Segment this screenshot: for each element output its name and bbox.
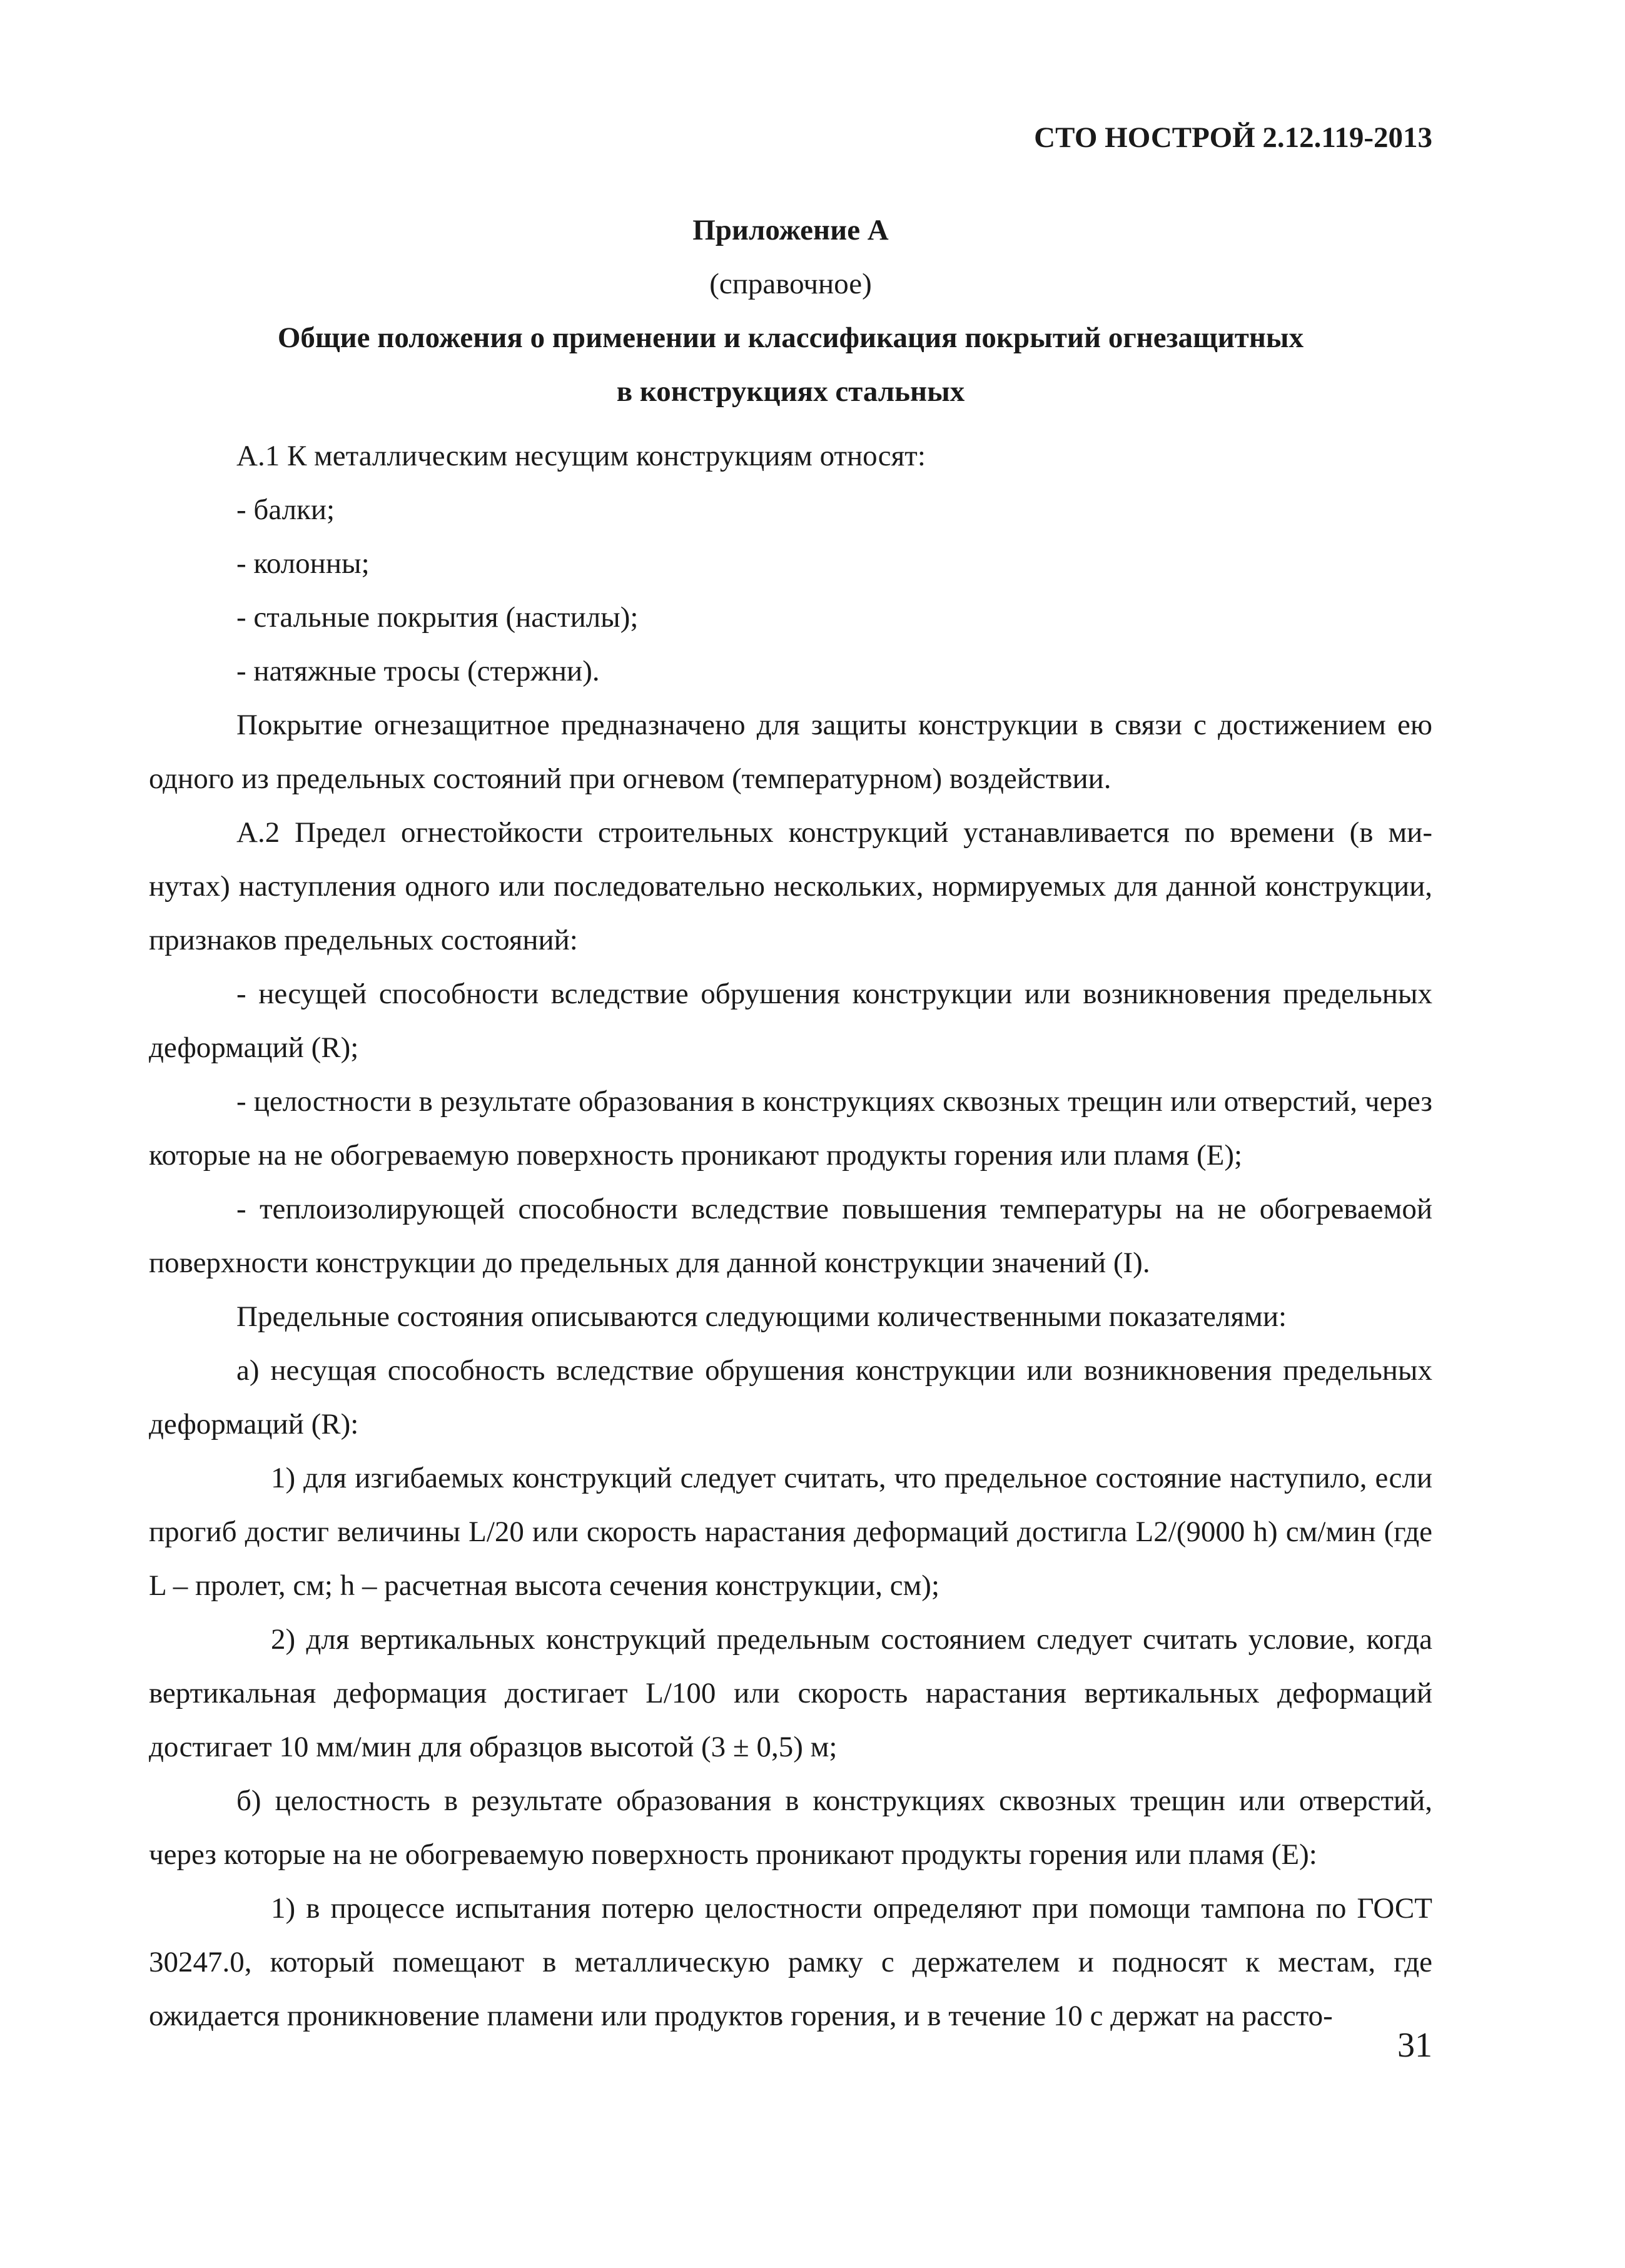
list-item-insulation-i: - теплоизолирующей способности вследствие повышения температуры на не обогреваемой поверхности конструкции до предельных для данной конструкции значений (I). [149, 1193, 1432, 1279]
appendix-type: (справочное) [709, 268, 872, 300]
appendix-title: Приложение А [692, 214, 889, 246]
paragraph-coating-purpose: Покрытие огнезащитное предназначено для защиты конструкции в связи с достижением ею одного из предельных состояний при огневом (температурном) воздействии. [149, 709, 1432, 795]
subitem-a2-vertical: 2) для вертикальных конструкций предельным состоянием следует считать условие, когда вертикальная деформация достигает L/100 или скорость нарастания вертикальных деформаций достигает 10 мм/мин для образцов высотой (3 ± 0,5) м; [149, 1623, 1432, 1763]
page-number: 31 [1397, 2026, 1432, 2065]
item-b-integrity: б) целостность в результате образования в конструкциях сквозных трещин или отверстий, через которые на не обогреваемую поверхность проникают продукты горения или пламя (Е): [149, 1785, 1432, 1871]
list-item-columns: - колонны; [236, 547, 370, 580]
subitem-a1-bending: 1) для изгибаемых конструкций следует считать, что предельное состояние наступило, если прогиб достиг величины L/20 или скорость нарастания деформаций достигла L2/(9000 h) см/мин (где L – пролет, см; h – расчетная высота сечения конструкции, см); [149, 1462, 1432, 1602]
appendix-heading-line-2: в конструкциях стальных [616, 375, 965, 408]
body-text [149, 429, 1432, 2043]
subitem-b1-tampon-test: 1) в процессе испытания потерю целостности определяют при помощи тампона по ГОСТ 30247.0, который помещают в металлическую рамку с держателем и подносят к местам, где ожидается проникновение пламени или продуктов горения, и в течение 10 с держат на рассто- [149, 1892, 1432, 2032]
list-item-tension-cables: - натяжные тросы (стержни). [236, 655, 600, 687]
paragraph-a1: А.1 К металлическим несущим конструкциям относят: [236, 440, 926, 472]
list-item-integrity-e: - целостности в результате образования в конструкциях сквозных трещин или отверстий, через которые на не обогреваемую поверхность проникают продукты горения или пламя (Е); [149, 1085, 1432, 1172]
list-item-load-bearing-r: - несущей способности вследствие обрушения конструкции или возникновения предельных деформаций (R); [149, 978, 1432, 1064]
item-a-load-bearing: а) несущая способность вследствие обрушения конструкции или возникновения предельных деформаций (R): [149, 1354, 1432, 1440]
document-code: СТО НОСТРОЙ 2.12.119-2013 [1034, 121, 1432, 154]
list-item-beams: - балки; [236, 494, 335, 526]
appendix-heading-line-1: Общие положения о применении и классификация покрытий огнезащитных [277, 321, 1304, 354]
paragraph-limit-states: Предельные состояния описываются следующими количественными показателями: [236, 1300, 1287, 1333]
list-item-steel-decking: - стальные покрытия (настилы); [236, 601, 639, 634]
paragraph-a2: А.2 Предел огнестойкости строительных конструкций устанавливается по времени (в минутах) наступления одного или последовательно нескольких, нормируемых для данной конструкции, признаков предельных состояний: [149, 816, 1432, 956]
appendix-header [149, 203, 1432, 418]
